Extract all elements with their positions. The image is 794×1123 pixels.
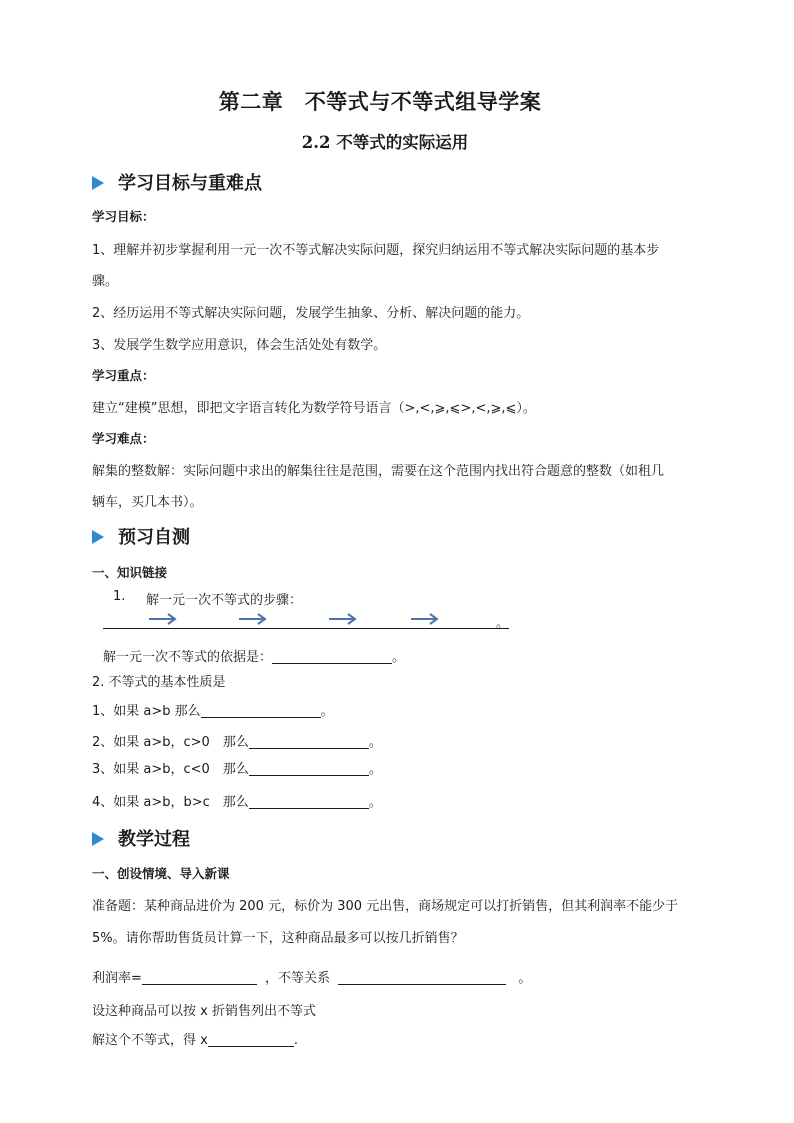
profit-rate-row: [92, 967, 531, 986]
property-3-blank[interactable]: [249, 761, 369, 776]
goal-2: 2、经历运用不等式解决实际问题，发展学生抽象、分析、解决问题的能力。: [92, 306, 530, 321]
arrow-right-icon: [410, 612, 440, 626]
section-heading-teaching: [92, 825, 190, 851]
solve-row: [92, 1029, 298, 1048]
property-4-blank[interactable]: [249, 794, 369, 809]
section-heading-text: 教学过程: [118, 829, 190, 850]
problem-line-2: 5%。请你帮助售货员计算一下，这种商品最多可以按几折销售？: [92, 931, 464, 946]
problem-line-1: 准备题：某种商品进价为 200 元，标价为 300 元出售，商场规定可以打折销售，但其利润率不能少于: [92, 899, 679, 914]
page-subtitle: 2.2 不等式的实际运用: [301, 133, 469, 152]
profit-rate-label: 利润率=: [92, 971, 142, 986]
steps-answer-line: [103, 628, 509, 629]
key-label: 学习重点：: [92, 368, 155, 383]
solve-label: 解这个不等式，得 x: [92, 1033, 208, 1048]
property-1-text: 1、如果 a>b 那么: [92, 704, 201, 719]
item-1-number: 1.: [113, 589, 126, 604]
item-1-text: 解一元一次不等式的步骤：: [146, 593, 303, 608]
knowledge-link-label: 一、知识链接: [92, 565, 168, 580]
profit-rate-blank[interactable]: [142, 970, 257, 985]
section-heading-preview: [92, 523, 190, 549]
property-4-text: 4、如果 a>b，b>c 那么: [92, 795, 249, 810]
basis-end: 。: [392, 650, 406, 665]
inequality-end: 。: [518, 971, 532, 986]
property-3-row: [92, 758, 382, 777]
arrow-right-icon: [238, 612, 268, 626]
property-2-text: 2、如果 a>b，c>0 那么: [92, 735, 249, 750]
section-heading-goals: [92, 169, 262, 195]
basis-row: [103, 646, 405, 665]
difficulty-label: 学习难点：: [92, 431, 155, 446]
goal-1-line-1: 1、理解并初步掌握利用一元一次不等式解决实际问题，探究归纳运用不等式解决实际问题的基本步: [92, 243, 660, 258]
setup-text: 设这种商品可以按 x 折销售列出不等式: [92, 1004, 316, 1019]
page-title: 第二章 不等式与不等式组导学案: [218, 89, 542, 114]
triangle-bullet-icon: [92, 176, 104, 190]
goal-3: 3、发展学生数学应用意识，体会生活处处有数学。: [92, 338, 387, 353]
property-1-end: 。: [320, 704, 334, 719]
difficulty-line-2: 辆车，买几本书）。: [92, 495, 203, 510]
property-heading: 2. 不等式的基本性质是: [92, 675, 226, 690]
property-2-end: 。: [368, 735, 382, 750]
arrow-right-icon: [328, 612, 358, 626]
property-1-row: [92, 700, 334, 719]
inequality-label: ，不等关系: [265, 971, 331, 986]
property-1-blank[interactable]: [201, 703, 321, 718]
difficulty-line-1: 解集的整数解：实际问题中求出的解集往往是范围，需要在这个范围内找出符合题意的整数（如租几: [92, 464, 665, 479]
property-4-end: 。: [368, 795, 382, 810]
steps-end-mark: 。: [496, 616, 510, 631]
section-heading-text: 学习目标与重难点: [118, 173, 262, 194]
property-4-row: [92, 791, 382, 810]
key-text: 建立“建模”思想，即把文字语言转化为数学符号语言（>,<,⩾,⩽>,<,⩾,⩽）。: [92, 401, 536, 416]
inequality-blank[interactable]: [338, 970, 506, 985]
intro-label: 一、创设情境、导入新课: [92, 866, 230, 881]
arrow-right-icon: [148, 612, 178, 626]
basis-blank[interactable]: [272, 649, 392, 664]
triangle-bullet-icon: [92, 832, 104, 846]
goal-1-line-2: 骤。: [92, 274, 119, 289]
section-heading-text: 预习自测: [118, 527, 190, 548]
solve-end: .: [293, 1033, 298, 1048]
solve-blank[interactable]: [208, 1032, 294, 1047]
triangle-bullet-icon: [92, 530, 104, 544]
property-2-row: [92, 731, 382, 750]
goals-label: 学习目标：: [92, 209, 155, 224]
property-3-end: 。: [368, 762, 382, 777]
basis-label: 解一元一次不等式的依据是：: [103, 650, 273, 665]
property-2-blank[interactable]: [249, 734, 369, 749]
property-3-text: 3、如果 a>b，c<0 那么: [92, 762, 249, 777]
